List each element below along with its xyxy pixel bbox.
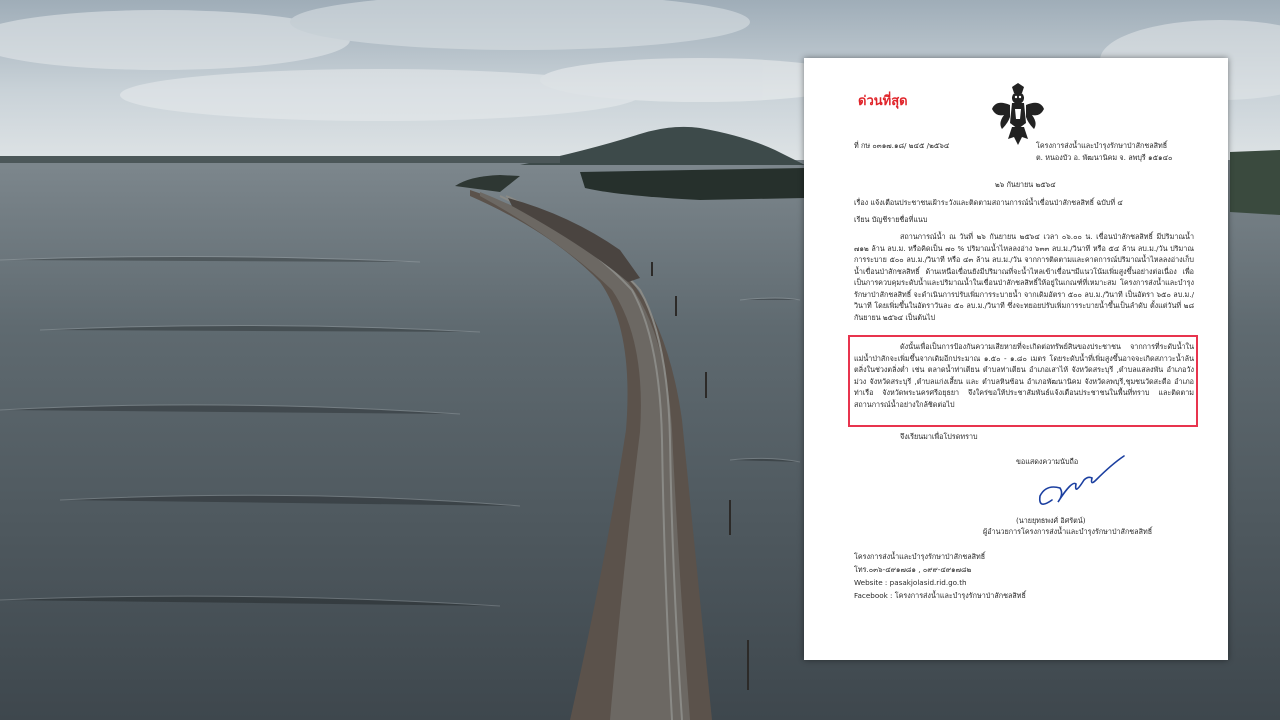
letter-salutation: เรียน บัญชีรายชื่อที่แนบ <box>854 215 928 224</box>
far-shore <box>0 156 560 163</box>
garuda-emblem-icon <box>990 83 1046 147</box>
footer-facebook: Facebook : โครงการส่งน้ำและบำรุงรักษาป่าสักชลสิทธิ์ <box>854 591 1026 600</box>
official-letter <box>804 58 1228 660</box>
org-name-header: โครงการส่งน้ำและบำรุงรักษาป่าสักชลสิทธิ์ <box>1036 141 1168 150</box>
urgent-label: ด่วนที่สุด <box>858 94 908 109</box>
right-treeline <box>1230 150 1280 215</box>
footer-organization: โครงการส่งน้ำและบำรุงรักษาป่าสักชลสิทธิ์ <box>854 552 986 561</box>
footer-website: Website : pasakjolasid.rid.go.th <box>854 578 967 587</box>
signer-name: (นายยุทธพงศ์ อิศรัตน์) <box>1016 516 1086 525</box>
paragraph-water-situation: สถานการณ์น้ำ ณ วันที่ ๒๖ กันยายน ๒๕๖๔ เวลา ๐๖.๐๐ น. เขื่อนป่าสักชลสิทธิ์ มีปริมาณน้ำ ๗๑๒ ล้าน ลบ.ม. หรือคิดเป็น ๗๐ % ปริมาณน้ำไหลลงอ่าง ๖๓๓ ลบ.ม./วินาที หรือ ๕๔ ล้าน ลบ.ม./วัน ปริมาณการระบาย ๕๐๐ ลบ.ม./วินาที หรือ ๔๓ ล้าน ลบ.ม./วัน จากการติดตามและคาดการณ์ปริมาณน้ำไหลลงอ่างเก็บน้ำเขื่อนป่าสักชลสิทธิ์ ด้านเหนือเขื่อนยังมีปริมาณที่จะน้ำไหลเข้าเขื่อนฯมีแนวโน้มเพิ่มสูงขึ้นอย่างต่อเนื่อง เพื่อเป็นการควบคุมระดับน้ำและปริมาณน้ำในเขื่อนป่าสักชลสิทธิ์ให้อยู่ในเกณฑ์ที่เหมาะสม โครงการส่งน้ำและบำรุงรักษาป่าสักชลสิทธิ์ จะดำเนินการปรับเพิ่มการระบายน้ำ จากเดิมอัตรา ๕๐๐ ลบ.ม./วินาที เป็นอัตรา ๖๕๐ ลบ.ม./วินาที โดยเพิ่มขึ้นในอัตราวันละ ๕๐ ลบ.ม./วินาที ซึ่งจะทยอยปรับเพิ่มการระบายน้ำขึ้นเป็นลำดับ ตั้งแต่วันที่ ๒๘ กันยายน ๒๕๖๔ เป็นต้นไป <box>854 232 1194 322</box>
letter-date: ๒๖ กันยายน ๒๕๖๔ <box>995 180 1056 189</box>
paragraph-warning: ดังนั้นเพื่อเป็นการป้องกันความเสียหายที่จะเกิดต่อทรัพย์สินของประชาชน จากการที่ระดับน้ำในแม่น้ำป่าสักจะเพิ่มขึ้นจากเดิมอีกประมาณ ๑.๕๐ - ๑.๘๐ เมตร โดยระดับน้ำที่เพิ่มสูงขึ้นอาจจะเกิดสภาวะน้ำล้นตลิ่งในช่วงตลิ่งต่ำ เช่น ตลาดน้ำท่าเตียน ตำบลท่าเตียน อำเภอเสาไห้ จังหวัดสระบุรี ,ตำบลแสลงพัน อำเภอวังม่วง จังหวัดสระบุรี ,ตำบลแก่งเสี้ยน และ ตำบลหินซ้อน อำเภอพัฒนานิคม จังหวัดลพบุรี,ชุมชนวัดสะตือ อำเภอท่าเรือ จังหวัดพระนครศรีอยุธยา จึงใคร่ขอให้ประชาสัมพันธ์แจ้งเตือนประชาชนในพื้นที่ทราบ และติดตามสถานการณ์น้ำอย่างใกล้ชิดต่อไป <box>854 342 1194 409</box>
reference-number: ที่ กษ ๐๓๑๗.๑๘/ ๒๔๕ /๒๕๖๔ <box>854 141 950 150</box>
footer-phone: โทร.๐๓๖-๔๙๑๗๘๑ , ๐๙๙-๔๙๑๗๘๒ <box>854 565 972 574</box>
org-address: ต. หนองบัว อ. พัฒนานิคม จ. ลพบุรี ๑๕๑๔๐ <box>1036 153 1173 162</box>
letter-regards: ขอแสดงความนับถือ <box>1016 457 1079 466</box>
letter-subject: เรื่อง แจ้งเตือนประชาชนเฝ้าระวังและติดตามสถานการณ์น้ำเขื่อนป่าสักชลสิทธิ์ ฉบับที่ ๔ <box>854 198 1123 207</box>
letter-closing: จึงเรียนมาเพื่อโปรดทราบ <box>900 432 978 441</box>
signature-image <box>1032 450 1128 512</box>
signer-title: ผู้อำนวยการโครงการส่งน้ำและบำรุงรักษาป่าสักชลสิทธิ์ <box>983 527 1153 536</box>
